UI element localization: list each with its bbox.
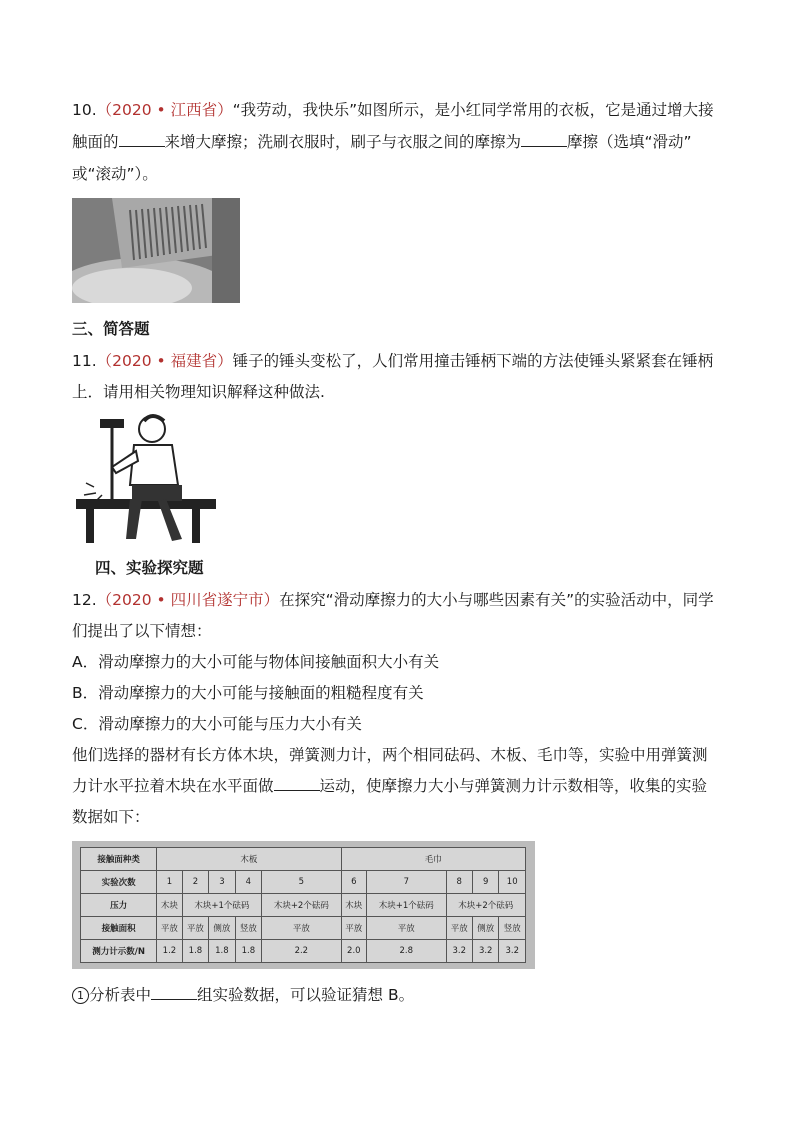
answer-blank[interactable]: [151, 985, 197, 1000]
table-cell: 9: [472, 871, 498, 894]
table-cell: 1.8: [235, 940, 261, 963]
washboard-photo: [72, 198, 240, 303]
q10-text-1: “我劳动，我快乐”如图所示，是小红同学常用的衣板，它是通过增大接: [232, 101, 714, 119]
q10-text-2a: 触面的: [72, 133, 119, 151]
table-cell: 3.2: [472, 940, 498, 963]
table-cell: 2: [182, 871, 208, 894]
table-row-label: 测力计示数/N: [81, 940, 157, 963]
table-cell: 木块+2个砝码: [262, 894, 341, 917]
table-cell: 平放: [341, 917, 367, 940]
data-table-image: [72, 841, 535, 969]
q10-text-3: 或“滚动”）。: [72, 165, 158, 183]
q10-line1: [72, 99, 714, 121]
table-row-label: 接触面种类: [81, 848, 157, 871]
table-cell: 木块+1个砝码: [182, 894, 261, 917]
q12-line2: 们提出了以下情想：: [72, 622, 212, 640]
q11-source: （2020 • 福建省）: [96, 352, 233, 370]
q11-text-2: 上．请用相关物理知识解释这种做法.: [72, 383, 325, 401]
section-title: 四、实验探究题: [95, 559, 204, 577]
table-header: 木板: [157, 848, 341, 871]
q11-line1: [72, 350, 713, 372]
q12-text-para2a: 力计水平拉着木块在水平面做: [72, 777, 274, 795]
table-cell: 平放: [446, 917, 472, 940]
answer-blank[interactable]: [274, 776, 320, 791]
q12-sub1-text-a: 分析表中: [89, 986, 152, 1004]
table-cell: 木块+2个砝码: [446, 894, 526, 917]
table-row-label: 实验次数: [81, 871, 157, 894]
q11-line2: [72, 381, 325, 403]
circled-number: 1: [72, 987, 89, 1004]
table-cell: 平放: [182, 917, 208, 940]
table-cell: 3.2: [499, 940, 526, 963]
table-cell: 4: [235, 871, 261, 894]
q10-text-2c: 摩擦（选填“滑动”: [567, 133, 692, 151]
q12-option-b: B．滑动摩擦力的大小可能与接触面的粗糙程度有关: [72, 684, 424, 702]
table-cell: 平放: [157, 917, 183, 940]
table-row-label: 压力: [81, 894, 157, 917]
q10-source: （2020 • 江西省）: [96, 101, 233, 119]
q12-option-a: A．滑动摩擦力的大小可能与物体间接触面积大小有关: [72, 653, 440, 671]
table-cell: 3.2: [446, 940, 472, 963]
q12-para3: 数据如下：: [72, 808, 150, 826]
table-header: 毛巾: [341, 848, 525, 871]
q12-option-c: C．滑动摩擦力的大小可能与压力大小有关: [72, 715, 362, 733]
q12-sub1-text-b: 组实验数据，可以验证猜想 B。: [197, 986, 415, 1004]
table-cell: 5: [262, 871, 341, 894]
data-table: [80, 847, 526, 963]
q12-number: 12.: [72, 591, 97, 609]
table-cell: 侧放: [209, 917, 235, 940]
q12-line1: [72, 589, 714, 611]
table-cell: 木块: [341, 894, 367, 917]
q12-para1: 他们选择的器材有长方体木块，弹簧测力计，两个相同砝码、木板、毛巾等，实验中用弹簧测: [72, 746, 708, 764]
answer-blank[interactable]: [119, 132, 165, 147]
table-cell: 6: [341, 871, 367, 894]
table-cell: 10: [499, 871, 526, 894]
table-cell: 2.2: [262, 940, 341, 963]
table-cell: 8: [446, 871, 472, 894]
section-title: 三、简答题: [72, 320, 150, 338]
q12-para2: [72, 775, 707, 797]
table-cell: 1.8: [209, 940, 235, 963]
table-cell: 2.0: [341, 940, 367, 963]
q11-text-1: 锤子的锤头变松了，人们常用撞击锤柄下端的方法使锤头紧紧套在锤柄: [232, 352, 714, 370]
hammer-illustration: [72, 407, 220, 547]
q10-line2: [72, 131, 692, 153]
table-cell: 平放: [367, 917, 446, 940]
q12-source: （2020 • 四川省遂宁市）: [96, 591, 280, 609]
q10-line3: [72, 163, 158, 185]
answer-blank[interactable]: [521, 132, 567, 147]
table-cell: 竖放: [499, 917, 526, 940]
q12-text-para2b: 运动，使摩擦力大小与弹簧测力计示数相等，收集的实验: [319, 777, 708, 795]
table-cell: 平放: [262, 917, 341, 940]
table-cell: 木块: [157, 894, 183, 917]
table-cell: 1.2: [157, 940, 183, 963]
table-cell: 2.8: [367, 940, 446, 963]
table-cell: 7: [367, 871, 446, 894]
table-cell: 1.8: [182, 940, 208, 963]
table-cell: 1: [157, 871, 183, 894]
table-cell: 竖放: [235, 917, 261, 940]
table-cell: 木块+1个砝码: [367, 894, 446, 917]
q12-text-1: 在探究“滑动摩擦力的大小与哪些因素有关”的实验活动中，同学: [279, 591, 714, 609]
q10-number: 10.: [72, 101, 97, 119]
table-cell: 3: [209, 871, 235, 894]
q10-text-2b: 来增大摩擦；洗刷衣服时，刷子与衣服之间的摩擦为: [164, 133, 522, 151]
table-row-label: 接触面积: [81, 917, 157, 940]
q11-number: 11.: [72, 352, 97, 370]
table-cell: 侧放: [472, 917, 498, 940]
q12-sub1: [72, 984, 414, 1006]
